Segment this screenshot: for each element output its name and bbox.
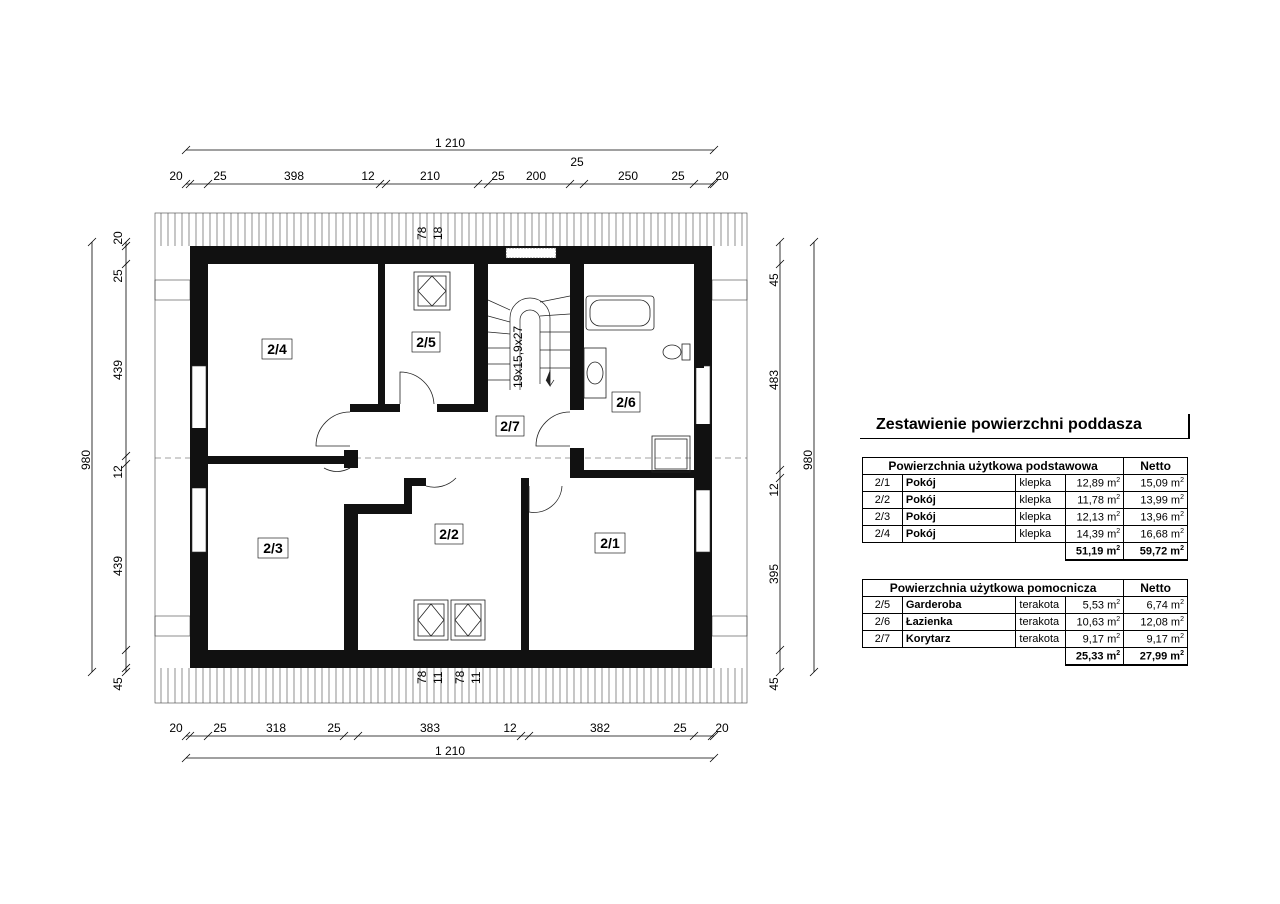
room-number: 2/6 <box>863 614 903 631</box>
svg-text:383: 383 <box>419 721 441 735</box>
room-netto: 12,08 $m^2$ <box>1124 614 1188 631</box>
doors <box>316 372 570 512</box>
room-area: 12,89 $m^2$ <box>1066 475 1124 492</box>
aux-area-table <box>862 579 1188 666</box>
svg-text:11: 11 <box>431 671 445 684</box>
room-number: 2/2 <box>863 492 903 509</box>
svg-text:12: 12 <box>361 169 375 183</box>
svg-text:483: 483 <box>767 369 781 391</box>
basic-area-table <box>862 457 1188 561</box>
floor-type: klepka <box>1016 509 1066 526</box>
room-area: 9,17 $m^2$ <box>1066 631 1124 648</box>
room-number: 2/5 <box>863 597 903 614</box>
svg-text:25: 25 <box>673 721 687 735</box>
svg-text:11: 11 <box>469 671 483 684</box>
room-netto: 6,74 $m^2$ <box>1124 597 1188 614</box>
svg-text:395: 395 <box>767 563 781 585</box>
svg-text:12: 12 <box>767 483 781 497</box>
svg-text:398: 398 <box>283 169 305 183</box>
floor-type: klepka <box>1016 475 1066 492</box>
floor-type: klepka <box>1016 526 1066 543</box>
room-netto: 16,68 $m^2$ <box>1124 526 1188 543</box>
room-number: 2/1 <box>863 475 903 492</box>
room-area: 10,63 $m^2$ <box>1066 614 1124 631</box>
svg-text:439: 439 <box>111 359 125 381</box>
svg-text:382: 382 <box>589 721 611 735</box>
svg-text:12: 12 <box>503 721 517 735</box>
svg-text:20: 20 <box>111 231 125 245</box>
floor-type: terakota <box>1016 614 1066 631</box>
svg-text:20: 20 <box>715 721 729 735</box>
room-area: 11,78 $m^2$ <box>1066 492 1124 509</box>
area-summary <box>860 414 1190 666</box>
room-name: Garderoba <box>902 597 1016 614</box>
aux-total-area: 25,33 $m^2$ <box>1066 648 1124 666</box>
table-row <box>863 509 1188 526</box>
top-total-dim: 1 210 <box>434 136 466 150</box>
table-row <box>863 492 1188 509</box>
svg-text:2/2: 2/2 <box>439 526 459 542</box>
room-name: Pokój <box>902 509 1016 526</box>
svg-text:439: 439 <box>111 555 125 577</box>
svg-text:20: 20 <box>169 169 183 183</box>
netto-header-aux: Netto <box>1124 580 1188 597</box>
room-area: 12,13 $m^2$ <box>1066 509 1124 526</box>
table-row <box>863 597 1188 614</box>
svg-text:25: 25 <box>111 269 125 283</box>
inner-walls <box>190 264 712 650</box>
svg-text:45: 45 <box>767 273 781 287</box>
room-area: 5,53 $m^2$ <box>1066 597 1124 614</box>
room-netto: 15,09 $m^2$ <box>1124 475 1188 492</box>
basic-total-netto: 59,72 $m^2$ <box>1124 543 1188 561</box>
svg-text:25: 25 <box>671 169 685 183</box>
svg-text:45: 45 <box>111 677 125 691</box>
aux-total-netto: 27,99 $m^2$ <box>1124 648 1188 666</box>
svg-text:78: 78 <box>453 670 467 684</box>
room-netto: 13,96 $m^2$ <box>1124 509 1188 526</box>
floor-type: klepka <box>1016 492 1066 509</box>
room-name: Korytarz <box>902 631 1016 648</box>
table-row <box>863 614 1188 631</box>
table-row <box>863 475 1188 492</box>
svg-text:25: 25 <box>491 169 505 183</box>
svg-text:2/3: 2/3 <box>263 540 283 556</box>
table-row <box>863 631 1188 648</box>
table-row <box>863 526 1188 543</box>
svg-text:20: 20 <box>715 169 729 183</box>
svg-text:78: 78 <box>415 670 429 684</box>
room-number: 2/3 <box>863 509 903 526</box>
svg-text:25: 25 <box>327 721 341 735</box>
svg-text:250: 250 <box>617 169 639 183</box>
svg-text:200: 200 <box>525 169 547 183</box>
room-2-3-label <box>258 538 288 558</box>
room-2-2-label <box>435 524 463 544</box>
svg-text:980: 980 <box>801 449 815 471</box>
svg-text:18: 18 <box>431 226 445 240</box>
svg-text:2/7: 2/7 <box>500 418 520 434</box>
room-2-4-label <box>262 339 292 359</box>
room-name: Pokój <box>902 526 1016 543</box>
room-name: Łazienka <box>902 614 1016 631</box>
room-name: Pokój <box>902 492 1016 509</box>
svg-text:2/6: 2/6 <box>616 394 636 410</box>
room-netto: 13,99 $m^2$ <box>1124 492 1188 509</box>
room-2-7-label <box>496 416 524 436</box>
svg-text:25: 25 <box>213 721 227 735</box>
basic-total-area: 51,19 $m^2$ <box>1066 543 1124 561</box>
stairs <box>488 296 570 390</box>
floor-type: terakota <box>1016 631 1066 648</box>
svg-text:45: 45 <box>767 677 781 691</box>
summary-title: Zestawienie powierzchni poddasza <box>860 414 1190 439</box>
svg-text:2/4: 2/4 <box>267 341 287 357</box>
bathroom-fixtures <box>584 296 690 472</box>
floor-type: terakota <box>1016 597 1066 614</box>
svg-text:980: 980 <box>79 449 93 471</box>
room-2-1-label <box>595 533 625 553</box>
stairs-label: 19x15,9x27 <box>511 325 525 388</box>
svg-text:318: 318 <box>265 721 287 735</box>
svg-text:25: 25 <box>213 169 227 183</box>
room-number: 2/4 <box>863 526 903 543</box>
aux-header: Powierzchnia użytkowa pomocnicza <box>863 580 1124 597</box>
svg-text:12: 12 <box>111 465 125 479</box>
svg-text:2/1: 2/1 <box>600 535 620 551</box>
room-2-6-label <box>612 392 640 412</box>
svg-text:25: 25 <box>570 155 584 169</box>
room-name: Pokój <box>902 475 1016 492</box>
svg-text:78: 78 <box>415 226 429 240</box>
basic-header: Powierzchnia użytkowa podstawowa <box>863 458 1124 475</box>
netto-header: Netto <box>1124 458 1188 475</box>
svg-text:2/5: 2/5 <box>416 334 436 350</box>
bottom-total-dim: 1 210 <box>434 744 466 758</box>
room-2-5-label <box>412 332 440 352</box>
svg-text:20: 20 <box>169 721 183 735</box>
room-number: 2/7 <box>863 631 903 648</box>
room-netto: 9,17 $m^2$ <box>1124 631 1188 648</box>
svg-text:210: 210 <box>419 169 441 183</box>
room-area: 14,39 $m^2$ <box>1066 526 1124 543</box>
